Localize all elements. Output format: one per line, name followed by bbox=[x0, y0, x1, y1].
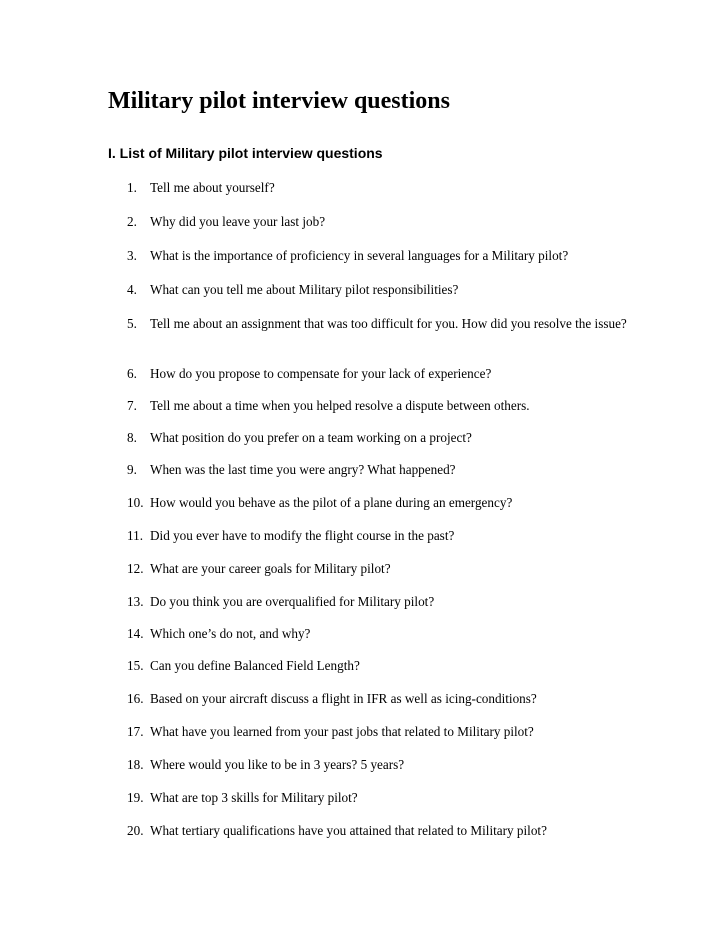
question-text: Tell me about an assignment that was too difficult for you. How did you resolve the issue? bbox=[150, 316, 627, 331]
question-number: 20. bbox=[127, 823, 144, 838]
question-number: 8. bbox=[127, 430, 137, 445]
question-text: Can you define Balanced Field Length? bbox=[150, 658, 360, 673]
list-item bbox=[127, 560, 391, 578]
question-number: 16. bbox=[127, 691, 144, 706]
question-number: 12. bbox=[127, 561, 144, 576]
list-item bbox=[127, 494, 513, 512]
list-item bbox=[127, 461, 456, 479]
question-number: 10. bbox=[127, 495, 144, 510]
question-text: How would you behave as the pilot of a plane during an emergency? bbox=[150, 495, 513, 510]
question-number: 9. bbox=[127, 462, 137, 477]
list-item bbox=[127, 690, 537, 708]
section-heading: I. List of Military pilot interview questions bbox=[108, 145, 383, 161]
question-text: What tertiary qualifications have you attained that related to Military pilot? bbox=[150, 823, 547, 838]
question-text: What position do you prefer on a team working on a project? bbox=[150, 430, 472, 445]
list-item bbox=[127, 429, 472, 447]
page-title: Military pilot interview questions bbox=[108, 88, 450, 114]
question-number: 13. bbox=[127, 594, 144, 609]
list-item bbox=[127, 657, 360, 675]
list-item bbox=[127, 822, 547, 840]
list-item bbox=[127, 397, 530, 415]
question-text: What can you tell me about Military pilot responsibilities? bbox=[150, 282, 459, 297]
question-number: 17. bbox=[127, 724, 144, 739]
list-item bbox=[127, 789, 358, 807]
list-item bbox=[127, 365, 492, 383]
question-number: 4. bbox=[127, 282, 137, 297]
question-text: What have you learned from your past jobs that related to Military pilot? bbox=[150, 724, 534, 739]
question-text: How do you propose to compensate for your lack of experience? bbox=[150, 366, 492, 381]
question-number: 18. bbox=[127, 757, 144, 772]
question-number: 14. bbox=[127, 626, 144, 641]
list-item bbox=[127, 179, 275, 197]
question-text: Where would you like to be in 3 years? 5 years? bbox=[150, 757, 405, 772]
list-item bbox=[127, 593, 435, 611]
question-number: 6. bbox=[127, 366, 137, 381]
question-text: Tell me about a time when you helped resolve a dispute between others. bbox=[150, 398, 530, 413]
list-item bbox=[127, 527, 455, 545]
question-number: 3. bbox=[127, 248, 137, 263]
question-number: 1. bbox=[127, 180, 137, 195]
list-item bbox=[127, 625, 311, 643]
list-item bbox=[127, 756, 405, 774]
list-item bbox=[127, 315, 627, 333]
list-item bbox=[127, 247, 569, 265]
question-number: 15. bbox=[127, 658, 144, 673]
question-text: Based on your aircraft discuss a flight in IFR as well as icing-conditions? bbox=[150, 691, 537, 706]
list-item bbox=[127, 723, 534, 741]
list-item bbox=[127, 281, 459, 299]
question-text: What is the importance of proficiency in several languages for a Military pilot? bbox=[150, 248, 569, 263]
question-number: 2. bbox=[127, 214, 137, 229]
question-text: Tell me about yourself? bbox=[150, 180, 275, 195]
question-text: Which one’s do not, and why? bbox=[150, 626, 311, 641]
question-text: Did you ever have to modify the flight course in the past? bbox=[150, 528, 455, 543]
list-item bbox=[127, 213, 326, 231]
question-text: What are top 3 skills for Military pilot? bbox=[150, 790, 358, 805]
question-text: When was the last time you were angry? What happened? bbox=[150, 462, 456, 477]
question-number: 5. bbox=[127, 316, 137, 331]
question-number: 7. bbox=[127, 398, 137, 413]
question-text: Do you think you are overqualified for Military pilot? bbox=[150, 594, 435, 609]
question-number: 19. bbox=[127, 790, 144, 805]
question-number: 11. bbox=[127, 528, 143, 543]
question-text: Why did you leave your last job? bbox=[150, 214, 326, 229]
question-text: What are your career goals for Military pilot? bbox=[150, 561, 391, 576]
